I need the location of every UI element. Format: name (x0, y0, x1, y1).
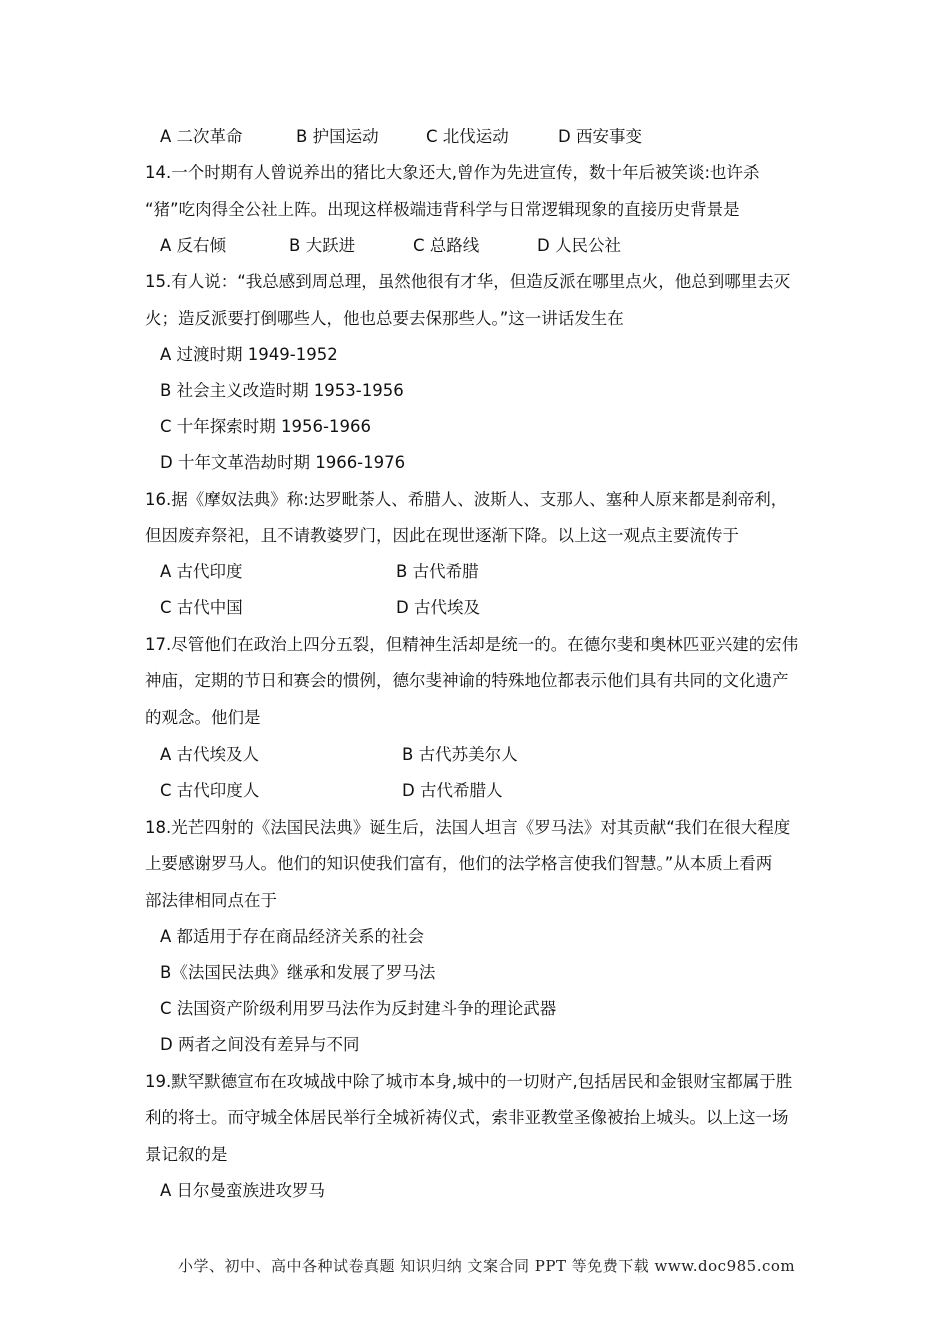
q14-option-c: C 总路线 (413, 236, 480, 255)
page-footer: 小学、初中、高中各种试卷真题 知识归纳 文案合同 PPT 等免费下载 www.doc985.com (178, 1257, 796, 1275)
q18-text-line-3: 部法律相同点在于 (145, 891, 277, 910)
q16-option-d: D 古代埃及 (396, 598, 480, 617)
q15-option-d: D 十年文革浩劫时期 1966-1976 (160, 453, 406, 472)
q18-option-b: B《法国民法典》继承和发展了罗马法 (160, 963, 436, 982)
q14-text-line-1: 14.一个时期有人曾说养出的猪比大象还大,曾作为先进宣传，数十年后被笑谈:也许杀 (145, 163, 760, 182)
q17-option-a: A 古代埃及人 (160, 745, 260, 764)
q19-text-line-3: 景记叙的是 (145, 1145, 228, 1164)
q18-option-a: A 都适用于存在商品经济关系的社会 (160, 927, 425, 946)
q17-option-b: B 古代苏美尔人 (402, 745, 518, 764)
q15-option-b: B 社会主义改造时期 1953-1956 (160, 381, 404, 400)
q17-option-d: D 古代希腊人 (402, 781, 503, 800)
q13-option-c: C 北伐运动 (426, 127, 509, 146)
q15-option-a: A 过渡时期 1949-1952 (160, 345, 338, 364)
q18-option-d: D 两者之间没有差异与不同 (160, 1035, 360, 1054)
q13-option-d: D 西安事变 (558, 127, 642, 146)
q17-option-c: C 古代印度人 (160, 781, 260, 800)
q17-text-line-1: 17.尽管他们在政治上四分五裂，但精神生活却是统一的。在德尔斐和奥林匹亚兴建的宏伟 (145, 635, 799, 654)
q13-option-b: B 护国运动 (296, 127, 379, 146)
q15-text-line-1: 15.有人说：“我总感到周总理，虽然他很有才华，但造反派在哪里点火，他总到哪里去灭 (145, 272, 791, 291)
q16-text-line-1: 16.据《摩奴法典》称:达罗毗荼人、希腊人、波斯人、支那人、塞种人原来都是刹帝利， (145, 490, 788, 509)
q19-text-line-2: 利的将士。而守城全体居民举行全城祈祷仪式，索非亚教堂圣像被抬上城头。以上这一场 (145, 1108, 789, 1127)
q16-option-b: B 古代希腊 (396, 562, 479, 581)
q19-option-a: A 日尔曼蛮族进攻罗马 (160, 1181, 326, 1200)
q18-text-line-2: 上要感谢罗马人。他们的知识使我们富有，他们的法学格言使我们智慧。”从本质上看两 (145, 854, 773, 873)
q15-option-c: C 十年探索时期 1956-1966 (160, 417, 371, 436)
q17-text-line-3: 的观念。他们是 (145, 708, 261, 727)
q15-text-line-2: 火；造反派要打倒哪些人，他也总要去保那些人。”这一讲话发生在 (145, 309, 624, 328)
q18-text-line-1: 18.光芒四射的《法国民法典》诞生后，法国人坦言《罗马法》对其贡献“我们在很大程度 (145, 818, 791, 837)
q17-text-line-2: 神庙，定期的节日和赛会的惯例，德尔斐神谕的特殊地位都表示他们具有共同的文化遗产 (145, 671, 789, 690)
q14-option-b: B 大跃进 (289, 236, 356, 255)
q19-text-line-1: 19.默罕默德宣布在攻城战中除了城市本身,城中的一切财产,包括居民和金银财宝都属于胜 (145, 1072, 793, 1091)
q16-option-c: C 古代中国 (160, 598, 243, 617)
q13-option-a: A 二次革命 (160, 127, 243, 146)
q14-option-a: A 反右倾 (160, 236, 227, 255)
q16-option-a: A 古代印度 (160, 562, 243, 581)
q16-text-line-2: 但因废弃祭祀，且不请教婆罗门，因此在现世逐渐下降。以上这一观点主要流传于 (145, 526, 739, 545)
q14-option-d: D 人民公社 (537, 236, 621, 255)
q18-option-c: C 法国资产阶级利用罗马法作为反封建斗争的理论武器 (160, 999, 557, 1018)
q14-text-line-2: “猪”吃肉得全公社上阵。出现这样极端违背科学与日常逻辑现象的直接历史背景是 (145, 200, 740, 219)
